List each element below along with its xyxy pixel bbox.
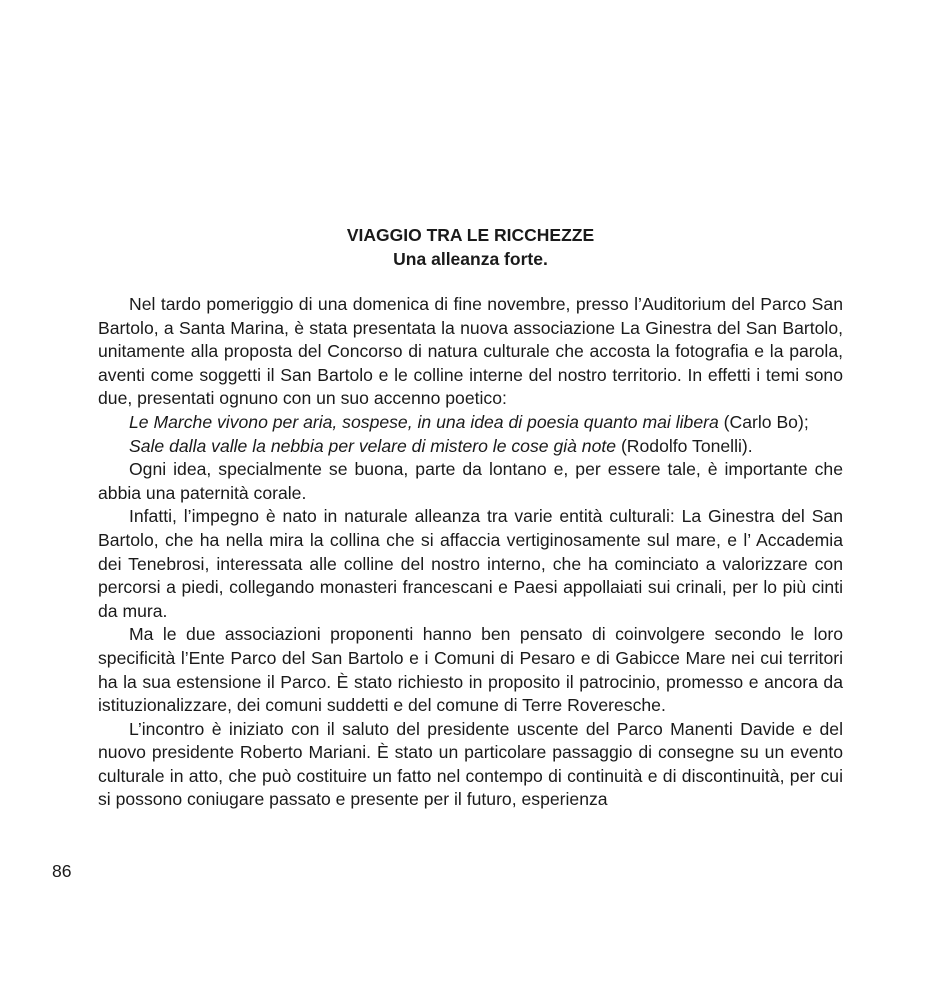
page-number: 86	[52, 861, 72, 881]
paragraph: L’incontro è iniziato con il saluto del presidente uscente del Parco Manenti Davide e del nuovo presidente Roberto Mariani. È stato un particolare passaggio di consegne su un evento culturale in atto, che può costituire un fatto nel contempo di continuità e di discontinuità, per cui si possono coniugare passato e presente per il futuro, esperienza	[98, 718, 843, 810]
paragraph: Ma le due associazioni proponenti hanno ben pensato di coinvolgere secondo le loro specificità l’Ente Parco del San Bartolo e i Comuni di Pesaro e di Gabicce Mare nei cui territori ha la sua estensione il Parco. È stato richiesto in proposito il patrocinio, promesso e ancora da istituzionalizzare, dei comuni suddetti e del comune di Terre Roveresche.	[98, 624, 843, 716]
body-text	[98, 293, 843, 812]
poetic-quote: Sale dalla valle la nebbia per velare di mistero le cose già note	[129, 435, 617, 456]
paragraph: Nel tardo pomeriggio di una domenica di fine novembre, presso l’Auditorium del Parco San Bartolo, a Santa Marina, è stata presentata la nuova associazione La Ginestra del San Bartolo, unitamente alla proposta del Concorso di natura culturale che accosta la fotografia e la parola, aventi come soggetti il San Bartolo e le colline interne del nostro territorio. In effetti i temi sono due, presentati ognuno con un suo accenno poetico:	[98, 294, 843, 409]
paragraph: Infatti, l’impegno è nato in naturale alleanza tra varie entità culturali: La Ginestra del San Bartolo, che ha nella mira la collina che si affaccia vertiginosamente sul mare, e l’ Accademia dei Tenebrosi, interessata alle colline del nostro interno, che ha cominciato a valorizzare con percorsi a piedi, collegando monasteri francescani e Paesi appollaiati sui crinali, per lo più cinti da mura.	[98, 506, 843, 621]
quote-paragraph	[98, 411, 843, 435]
document-title: VIAGGIO TRA LE RICCHEZZE	[346, 225, 595, 245]
document-subtitle: Una alleanza forte.	[393, 249, 548, 269]
quote-attribution: (Carlo Bo);	[718, 411, 809, 432]
poetic-quote: Le Marche vivono per aria, sospese, in una idea di poesia quanto mai libera	[129, 411, 719, 432]
paragraph: Ogni idea, specialmente se buona, parte da lontano e, per essere tale, è importante che abbia una paternità corale.	[98, 459, 843, 503]
quote-attribution: (Rodolfo Tonelli).	[616, 435, 753, 456]
quote-paragraph	[98, 435, 843, 459]
